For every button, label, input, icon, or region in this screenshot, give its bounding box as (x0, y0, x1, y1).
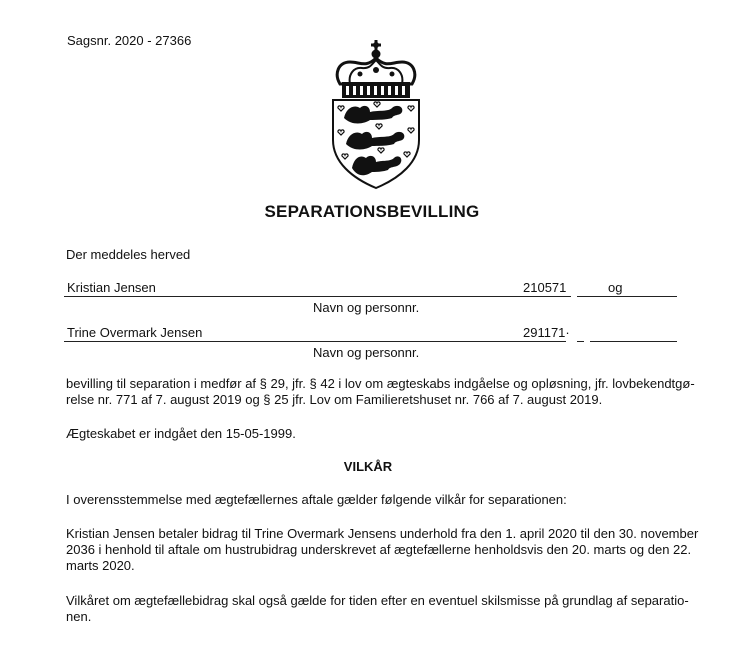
conjunction-underline (577, 296, 677, 297)
support-clause-line: marts 2020. (66, 558, 135, 573)
blank-underline (590, 341, 677, 342)
post-divorce-clause-paragraph (66, 593, 689, 625)
legal-basis-paragraph (66, 376, 695, 408)
legal-basis-line: bevilling til separation i medfør af § 29, jfr. § 42 i lov om ægteskabs indgåelse og opløsning, jfr. lovbekendtgø- (66, 376, 695, 391)
party-cpr: 291171· (523, 325, 570, 340)
conditions-intro: I overensstemmelse med ægtefællernes aftale gælder følgende vilkår for separationen: (66, 492, 567, 507)
intro-text: Der meddeles herved (66, 247, 191, 262)
name-underline (64, 296, 571, 297)
party-name: Kristian Jensen (67, 280, 156, 295)
legal-basis-line: relse nr. 771 af 7. august 2019 og § 25 jfr. Lov om Familieretshuset nr. 766 af 7. august 2019. (66, 392, 603, 407)
conjunction-text: og (608, 280, 623, 295)
name-caption: Navn og personnr. (313, 345, 420, 360)
document-title (0, 202, 744, 222)
marriage-date-text: Ægteskabet er indgået den 15-05-1999. (66, 426, 296, 441)
support-clause-line: 2036 i henhold til aftale om hustrubidrag underskrevet af ægtefællerne henholdsvis den 20. marts og den 22. (66, 542, 692, 557)
support-clause-paragraph (66, 526, 698, 574)
conditions-heading: VILKÅR (343, 459, 393, 474)
party-name: Trine Overmark Jensen (67, 325, 203, 340)
post-divorce-clause-line: Vilkåret om ægtefællebidrag skal også gælde for tiden efter en eventuel skilsmisse på grundlag af separatio- (66, 593, 689, 608)
document-title-text: SEPARATIONSBEVILLING (264, 202, 480, 221)
party-cpr: 210571 (523, 280, 567, 295)
name-caption: Navn og personnr. (313, 300, 420, 315)
blank-underline-dash (577, 341, 584, 342)
danish-royal-coat-of-arms-icon (330, 40, 422, 190)
post-divorce-clause-line: nen. (66, 609, 92, 624)
name-underline (64, 341, 566, 342)
support-clause-line: Kristian Jensen betaler bidrag til Trine Overmark Jensens underhold fra den 1. april 2020 til den 30. november (66, 526, 699, 541)
case-number: Sagsnr. 2020 - 27366 (67, 33, 192, 48)
